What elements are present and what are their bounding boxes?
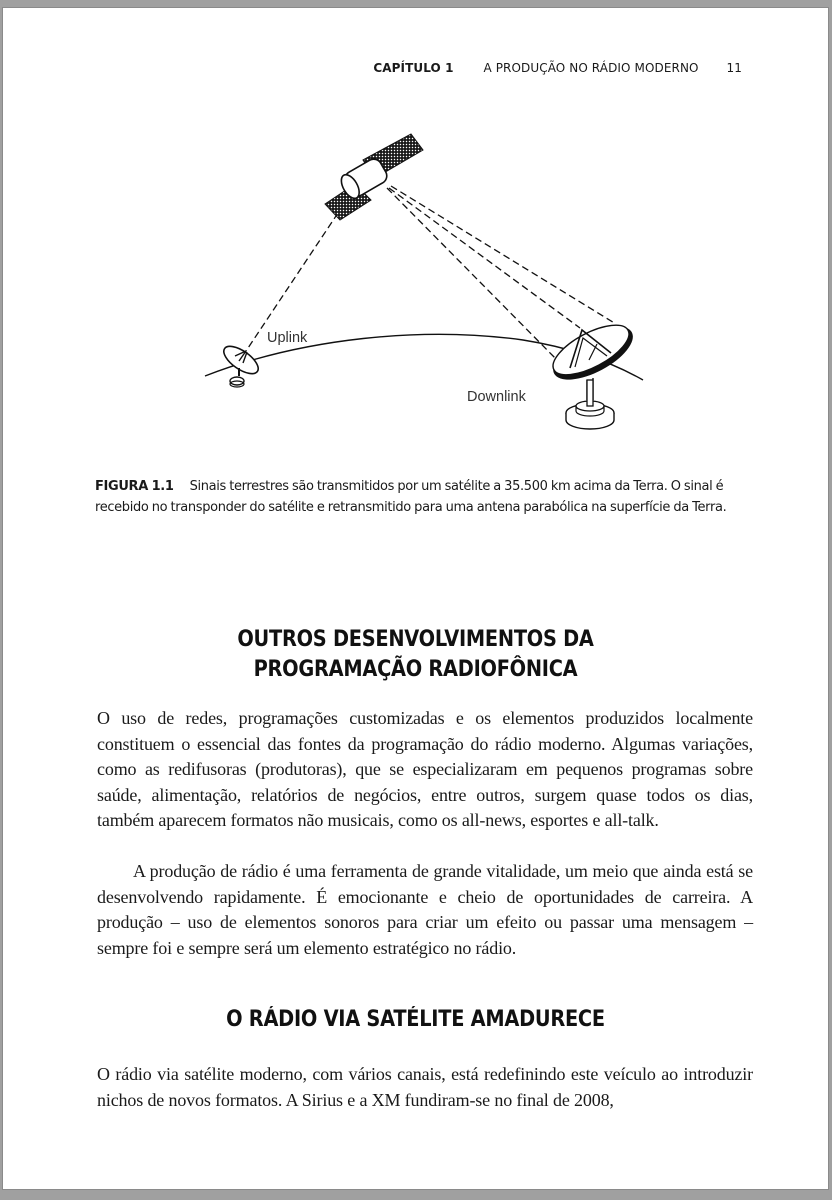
downlink-beam-1 (387, 188, 560, 363)
chapter-label: CAPÍTULO 1 (373, 61, 454, 75)
chapter-title: A PRODUÇÃO NO RÁDIO MODERNO (483, 61, 699, 75)
uplink-dish-icon (219, 341, 262, 387)
section-heading-programacao (53, 625, 779, 685)
satellite-icon (325, 134, 423, 220)
heading-line-2: PROGRAMAÇÃO RADIOFÔNICA (253, 657, 578, 682)
body-paragraph: A produção de rádio é uma ferramenta de grande vitalidade, um meio que ainda está se desenvolvendo rapidamente. É emocionante e cheio de oportunidades de carreira. A produção – uso de elementos sonoros para criar um efeito ou passar uma mensagem – sempre foi e sempre será um elemento estratégico no rádio. (97, 861, 753, 958)
figure-satellite-diagram (3, 8, 829, 473)
book-page (2, 7, 829, 1190)
downlink-beam-2 (389, 188, 580, 328)
heading-line-1: OUTROS DESENVOLVIMENTOS DA (237, 627, 594, 652)
section-heading-radio-satelite (53, 1005, 779, 1035)
body-paragraph: O rádio via satélite moderno, com vários canais, está redefinindo este veículo ao introduzir nichos de novos formatos. A Sirius e a XM fundiram-se no final de 2008, (97, 1064, 753, 1110)
heading-line-1: O RÁDIO VIA SATÉLITE AMADURECE (226, 1007, 605, 1032)
downlink-label: Downlink (467, 389, 526, 405)
downlink-dish-icon (545, 315, 641, 429)
uplink-label: Uplink (267, 330, 308, 346)
figure-caption (95, 476, 755, 518)
downlink-beam-3 (391, 186, 616, 324)
figure-number: FIGURA 1.1 (95, 479, 174, 494)
satellite-diagram (3, 8, 829, 468)
body-paragraph: O uso de redes, programações customizadas e os elementos produzidos localmente constituem o essencial das fontes da programação do rádio moderno. Algumas variações, como as redifusoras (produtoras), que se especializaram em pequenos programas sobre saúde, alimentação, relatórios de negócios, entre outros, surgem quase todos os dias, também aparecem formatos não musicais, como os all-news, esportes e all-talk. (97, 708, 753, 830)
page-number: 11 (726, 61, 742, 75)
figure-caption-text: Sinais terrestres são transmitidos por um satélite a 35.500 km acima da Terra. O sinal é recebido no transponder do satélite e retransmitido para uma antena parabólica na superfície da Terra. (95, 479, 727, 515)
